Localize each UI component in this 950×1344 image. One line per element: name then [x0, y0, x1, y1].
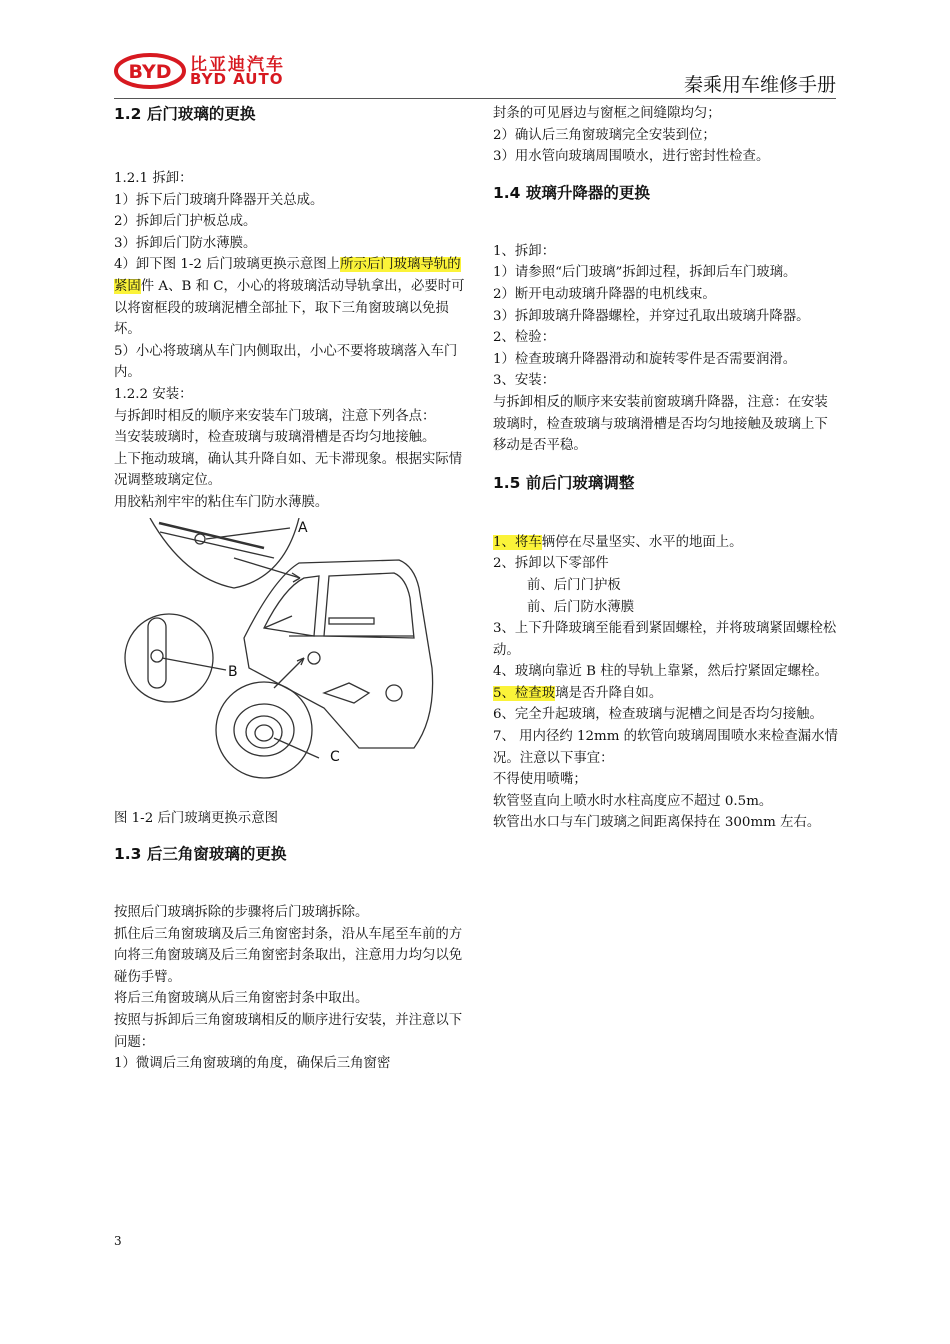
callout-label-a: A	[298, 519, 308, 536]
spacer	[114, 125, 466, 168]
spacer	[493, 494, 841, 532]
step-text: 1）检查玻璃升降器滑动和旋转零件是否需要润滑。	[493, 351, 797, 367]
byd-logo	[114, 52, 304, 92]
highlighted-text: 所示后门玻璃导轨的紧固	[114, 257, 461, 294]
step-text: 2、拆卸以下零部件	[493, 556, 609, 572]
section-heading-1-3: 1.3 后三角窗玻璃的更换	[114, 845, 287, 864]
figure-caption: 图 1-2 后门玻璃更换示意图	[114, 810, 278, 826]
logo-english-text: BYD AUTO	[190, 70, 284, 88]
step-text: 2）拆卸后门护板总成。	[114, 214, 257, 230]
right-column	[493, 103, 841, 834]
step-text-part: 件 A、B 和 C，小心的将玻璃活动导轨拿出，必要时可以将窗框段的玻璃泥槽全部扯下，取下三角窗玻璃以免损坏。	[114, 278, 465, 338]
diagram-drawing	[114, 518, 466, 808]
step-text: 7、 用内径约 12mm 的软管向玻璃周围喷水来检查漏水情况。注意以下事宜：	[493, 729, 838, 766]
spacer	[493, 204, 841, 241]
section-heading-1-5: 1.5 前后门玻璃调整	[493, 473, 635, 492]
step-text-part: 辆停在尽量坚实、水平的地面上。	[541, 534, 743, 550]
step-text-part: 璃是否升降自如。	[555, 685, 663, 701]
spacer	[114, 865, 466, 902]
paragraph: 用胶粘剂牢牢的粘住车门防水薄膜。	[114, 494, 329, 510]
step-text: 5）小心将玻璃从车门内侧取出，小心不要将玻璃落入车门内。	[114, 343, 458, 381]
step-text-part: 4）卸下图 1-2 后门玻璃更换示意图上	[114, 257, 341, 273]
paragraph: 封条的可见唇边与窗框之间缝隙均匀；	[493, 106, 721, 121]
note-text: 软管出水口与车门玻璃之间距离保持在 300mm 左右。	[493, 815, 821, 831]
step-text	[493, 683, 841, 705]
section-heading-1-2: 1.2 后门玻璃的更换	[114, 105, 256, 123]
subsection-1-2-1: 1.2.1 拆卸：	[114, 171, 193, 186]
logo-chinese-text: 比亚迪汽车	[190, 55, 285, 75]
section-heading-1-4: 1.4 玻璃升降器的更换	[493, 183, 650, 202]
callout-label-b: B	[228, 663, 238, 680]
step-text: 与拆卸相反的顺序来安装前窗玻璃升降器，注意：在安装玻璃时，检查玻璃与玻璃滑槽是否均匀地接触及玻璃上下移动是否平稳。	[493, 394, 828, 454]
paragraph: 按照与拆卸后三角窗玻璃相反的顺序进行安装，并注意以下问题：	[114, 1013, 463, 1050]
note-text: 不得使用喷嘴；	[493, 772, 587, 788]
byd-logo-mark	[114, 52, 186, 90]
step-heading: 3、安装：	[493, 373, 556, 389]
spacer	[493, 168, 841, 182]
logo-mark-text: BYD	[128, 61, 172, 83]
step-heading: 1、拆卸：	[493, 243, 556, 259]
left-column	[114, 103, 466, 1075]
step-text: 3、上下升降玻璃至能看到紧固螺栓，并将玻璃紧固螺栓松动。	[493, 621, 837, 658]
paragraph: 3）用水管向玻璃周围喷水，进行密封性检查。	[493, 149, 770, 165]
paragraph: 2）确认后三角窗玻璃完全安装到位；	[493, 127, 716, 143]
step-text: 1）拆下后门玻璃升降器开关总成。	[114, 192, 324, 208]
page-number: 3	[114, 1234, 122, 1248]
step-text	[114, 254, 466, 340]
sub-item: 前、后门防水薄膜	[527, 599, 635, 615]
paragraph: 将后三角窗玻璃从后三角窗密封条中取出。	[114, 991, 369, 1007]
highlighted-text: 1、将车	[493, 534, 542, 550]
subsection-1-2-2: 1.2.2 安装：	[114, 386, 193, 402]
header-divider	[114, 98, 836, 99]
step-text: 1）请参照“后门玻璃”拆卸过程，拆卸后车门玻璃。	[493, 265, 797, 281]
paragraph: 1）微调后三角窗玻璃的角度，确保后三角窗密	[114, 1056, 391, 1072]
manual-title: 秦乘用车维修手册	[683, 74, 836, 96]
step-text: 2）断开电动玻璃升降器的电机线束。	[493, 286, 716, 302]
sub-item: 前、后门门护板	[527, 577, 621, 593]
highlighted-text: 5、检查玻	[493, 685, 556, 701]
spacer	[493, 457, 841, 472]
spacer	[114, 829, 466, 843]
note-text: 软管竖直向上喷水时水柱高度应不超过 0.5m。	[493, 793, 773, 809]
step-text: 4、玻璃向靠近 B 柱的导轨上靠紧，然后拧紧固定螺栓。	[493, 664, 828, 680]
step-text: 6、完全升起玻璃，检查玻璃与泥槽之间是否均匀接触。	[493, 707, 823, 723]
paragraph: 与拆卸时相反的顺序来安装车门玻璃，注意下列各点：	[114, 408, 436, 424]
rear-door-glass-diagram	[114, 518, 466, 808]
step-text	[493, 532, 841, 554]
callout-label-c: C	[330, 748, 340, 765]
paragraph: 按照后门玻璃拆除的步骤将后门玻璃拆除。	[114, 905, 369, 921]
paragraph: 上下拖动玻璃，确认其升降自如、无卡滞现象。根据实际情况调整玻璃定位。	[114, 451, 463, 489]
paragraph: 抓住后三角窗玻璃及后三角窗密封条，沿从车尾至车前的方向将三角窗玻璃及后三角窗密封条取出，注意用力均匀以免碰伤手臂。	[114, 926, 463, 985]
paragraph: 当安装玻璃时，检查玻璃与玻璃滑槽是否均匀地接触。	[114, 430, 436, 446]
step-text: 3）拆卸玻璃升降器螺栓，并穿过孔取出玻璃升降器。	[493, 308, 810, 324]
step-heading: 2、检验：	[493, 330, 556, 346]
step-text: 3）拆卸后门防水薄膜。	[114, 235, 257, 251]
